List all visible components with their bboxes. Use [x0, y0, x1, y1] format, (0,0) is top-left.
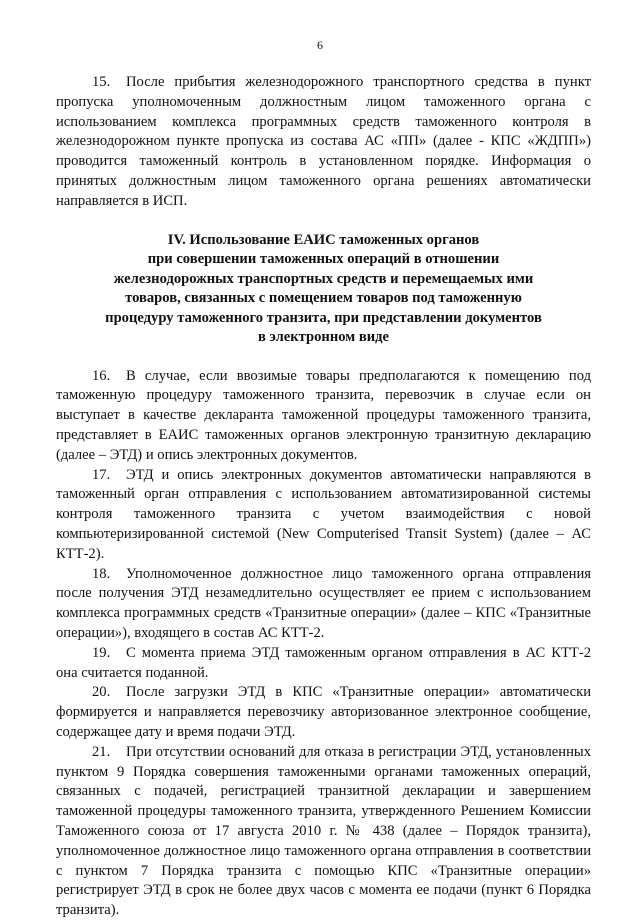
paragraph-18 [56, 565, 591, 644]
section-heading-line: железнодорожных транспортных средств и перемещаемых ими [113, 270, 534, 287]
section-heading-line: при совершении таможенных операций в отношении [147, 251, 500, 268]
paragraph-text: Уполномоченное должностное лицо таможенного органа отправления после получения ЭТД незамедлительно осуществляет ее прием с использованием комплекса программных средств «Транзитные операции» (далее – КПС «Транзитные операции»), входящего в состав АС КТТ-2. [56, 565, 591, 641]
paragraph-number: 19. [92, 644, 111, 661]
paragraph-15 [56, 73, 591, 212]
page-number: 6 [317, 38, 323, 52]
section-heading [56, 231, 591, 348]
paragraph-number: 20. [92, 684, 111, 701]
paragraph-17 [56, 466, 591, 565]
paragraph-text: В случае, если ввозимые товары предполагаются к помещению под таможенную процедуру таможенного транзита, перевозчик в случае если он выступает в качестве декларанта таможенной процедуры таможенного транзита, представляет в ЕАИС таможенных органов электронную транзитную декларацию (далее – ЭТД) и опись электронных документов. [56, 367, 591, 463]
paragraph-number: 21. [92, 743, 111, 760]
paragraph-number: 16. [92, 367, 111, 384]
section-heading-line: процедуру таможенного транзита, при представлении документов [105, 309, 542, 326]
paragraph-text: После прибытия железнодорожного транспортного средства в пункт пропуска уполномоченным должностным лицом таможенного органа с использованием комплекса программных средств таможенного контроля в железнодорожном пункте пропуска из состава АС «ПП» (далее - КПС «ЖДПП») проводится таможенный контроль в установленном порядке. Информация о принятых должностным лицом таможенного органа решениях автоматически направляется в ИСП. [56, 74, 591, 209]
section-heading-line: в электронном виде [258, 329, 389, 346]
paragraph-21 [56, 743, 591, 921]
paragraph-text: С момента приема ЭТД таможенным органом отправления в АС КТТ-2 она считается поданной. [56, 644, 591, 681]
section-heading-line: товаров, связанных с помещением товаров под таможенную [125, 290, 522, 307]
section-heading-line: IV. Использование ЕАИС таможенных органов [167, 231, 480, 248]
paragraph-number: 15. [92, 74, 111, 90]
paragraph-number: 18. [92, 565, 111, 582]
paragraph-20 [56, 683, 591, 742]
paragraph-text: При отсутствии оснований для отказа в регистрации ЭТД, установленных пунктом 9 Порядка совершения таможенными органами таможенных операций, связанных с подачей, регистрацией транзитной декларации и завершением таможенной процедуры таможенного транзита, утвержденного Решением Комиссии Таможенного союза от 17 августа 2010 г. № 438 (далее – Порядок транзита), уполномоченное должностное лицо таможенного органа отправления в соответствии с пунктом 7 Порядка транзита с помощью КПС «Транзитные операции» регистрирует ЭТД в срок не более двух часов с момента ее подачи (пункт 6 Порядка транзита). [56, 743, 591, 919]
paragraph-19 [56, 644, 591, 684]
paragraph-text: ЭТД и опись электронных документов автоматически направляются в таможенный орган отправления с использованием автоматизированной системы контроля таможенного транзита с учетом взаимодействия с новой компьютеризированной системой (New Computerised Transit System) (далее – АС КТТ-2). [56, 466, 591, 562]
paragraph-text: После загрузки ЭТД в КПС «Транзитные операции» автоматически формируется и направляется перевозчику авторизованное электронное сообщение, содержащее дату и время подачи ЭТД. [56, 684, 591, 740]
document-body [56, 73, 591, 921]
paragraph-16 [56, 367, 591, 466]
paragraph-number: 17. [92, 466, 111, 483]
